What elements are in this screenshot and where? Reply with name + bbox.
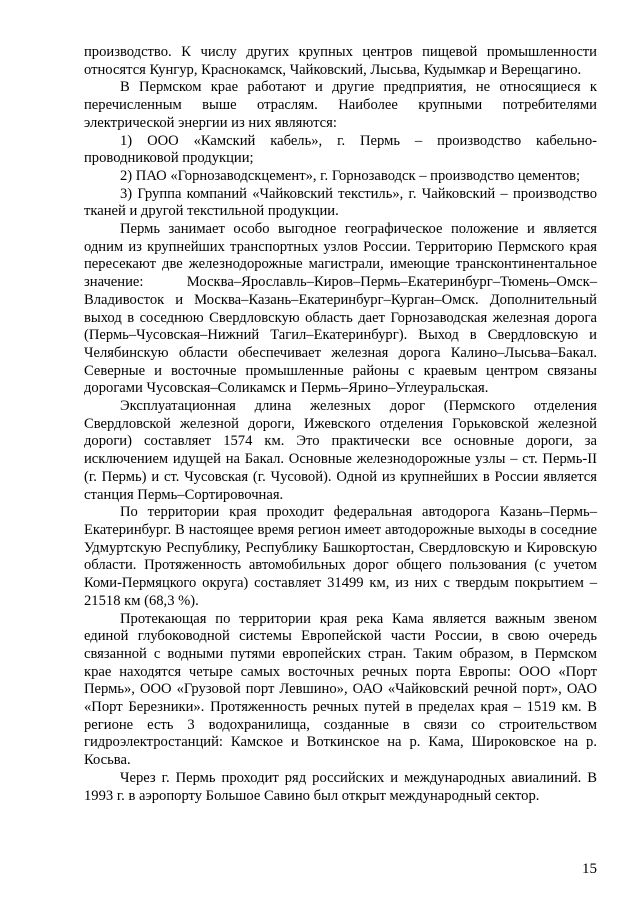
paragraph-railways-overview: Пермь занимает особо выгодное географическое положение и является одним из крупнейших транспортных узлов России. Территорию Пермского края пересекают две железнодорожные магистрали, имеющие трансконтинентальное значение: Москва–Ярославль–Киров–Пермь–Екатеринбург–Тюмень–Омск–Владивосток и Москва–Казань–Екатеринбург–Курган–Омск. Дополнительный выход в соседнюю Свердловскую область дает Горнозаводская железная дорога (Пермь–Чусовская–Нижний Тагил–Екатеринбург). Выход в Свердловскую и Челябинскую области обеспечивает железная дорога Калино–Лысьва–Бакал. Северные и восточные промышленные районы с краевым центром связаны дорогами Чусовская–Соликамск и Пермь–Ярино–Углеуральская. — [84, 221, 597, 397]
list-item-kamsky-kabel: 1) ООО «Камский кабель», г. Пермь – производство кабельно-проводниковой продукции; — [84, 132, 597, 167]
page-number: 15 — [582, 861, 597, 877]
paragraph-river-kama: Протекающая по территории края река Кама является важным звеном единой глубоководной системы Европейской части России, в свою очередь связанной с водными путями европейских стран. Таким образом, в Пермском крае находятся четыре самых восточных речных порта Европы: ООО «Порт Пермь», ООО «Грузовой порт Левшино», ОАО «Чайковский речной порт», ОАО «Порт Березники». Протяженность речных путей в пределах края – 1519 км. В регионе есть 3 водохранилища, созданные в связи со строительством гидроэлектростанций: Камское и Воткинское на р. Кама, Широковское на р. Косьва. — [84, 610, 597, 769]
paragraph-other-enterprises: В Пермском крае работают и другие предприятия, не относящиеся к перечисленным выше отраслям. Наиболее крупными потребителями электрической энергии из них являются: — [84, 79, 597, 131]
paragraph-airlines: Через г. Пермь проходит ряд российских и международных авиалиний. В 1993 г. в аэропорту Большое Савино был открыт международный сектор. — [84, 769, 597, 804]
paragraph-railway-length: Эксплуатационная длина железных дорог (Пермского отделения Свердловской железной дороги, Ижевского отделения Горьковской железной дороги) составляет 1574 км. Это практически все основные дороги, за исключением идущей на Бакал. Основные железнодорожные узлы – ст. Пермь-II (г. Пермь) и ст. Чусовская (г. Чусовой). Одной из крупнейших в России является станция Пермь–Сортировочная. — [84, 398, 597, 503]
paragraph-roads: По территории края проходит федеральная автодорога Казань–Пермь–Екатеринбург. В настоящее время регион имеет автодорожные выходы в соседние Удмуртскую Республику, Республику Башкортостан, Свердловскую и Кировскую области. Протяженность автомобильных дорог общего пользования (с учетом Коми-Пермяцкого округа) составляет 31499 км, из них с твердым покрытием – 21518 км (68,3 %). — [84, 504, 597, 609]
list-item-chaikovsky-textile: 3) Группа компаний «Чайковский текстиль», г. Чайковский – производство тканей и другой текстильной продукции. — [84, 185, 597, 220]
list-item-gornozavodskcement: 2) ПАО «Горнозаводскцемент», г. Горнозаводск – производство цементов; — [120, 167, 581, 184]
paragraph-food-industry: производство. К числу других крупных центров пищевой промышленности относятся Кунгур, Краснокамск, Чайковский, Лысьва, Кудымкар и Верещагино. — [84, 44, 597, 78]
document-page — [84, 44, 597, 805]
